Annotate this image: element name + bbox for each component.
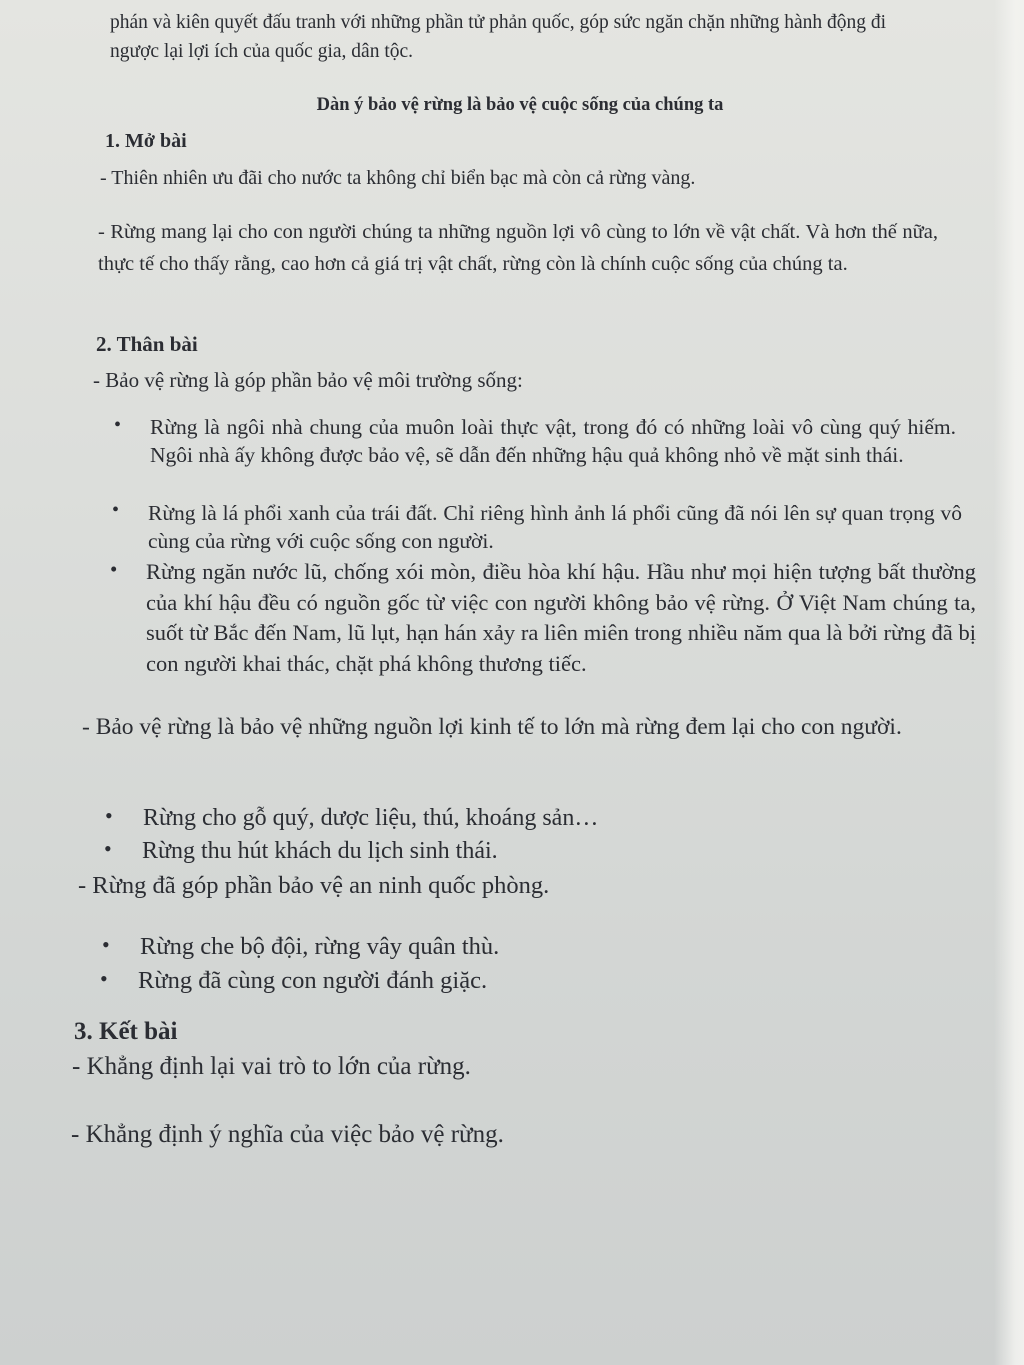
section-3-point-1: - Khẳng định lại vai trò to lớn của rừng. xyxy=(72,1053,471,1080)
section-2-c-bullet-2 xyxy=(100,966,900,998)
section-2-point-a: - Bảo vệ rừng là góp phần bảo vệ môi trường sống: xyxy=(93,368,523,392)
section-1-heading: 1. Mở bài xyxy=(105,130,187,152)
bullet-text: Rừng thu hút khách du lịch sinh thái. xyxy=(142,838,498,864)
bullet-text: Rừng là lá phổi xanh của trái đất. Chỉ riêng hình ảnh lá phổi cũng đã nói lên sự quan trọng vô cùng của rừng với cuộc sống con người. xyxy=(148,501,962,553)
bullet-text: Rừng cho gỗ quý, dược liệu, thú, khoáng sản… xyxy=(143,805,599,831)
bullet-text: Rừng che bộ đội, rừng vây quân thù. xyxy=(140,933,500,960)
section-2-a-bullet-2 xyxy=(112,499,962,555)
section-3-heading: 3. Kết bài xyxy=(74,1018,178,1045)
bullet-dot-icon: • xyxy=(102,932,110,957)
section-3-point-2: - Khẳng định ý nghĩa của việc bảo vệ rừng. xyxy=(71,1121,504,1148)
intro-paragraph: phán và kiên quyết đấu tranh với những phần tử phản quốc, góp sức ngăn chặn những hành động đi ngược lại lợi ích của quốc gia, dân tộc. xyxy=(110,12,887,62)
bullet-dot-icon: • xyxy=(112,499,120,521)
bullet-text: Rừng là ngôi nhà chung của muôn loài thực vật, trong đó có những loài vô cùng quý hiếm. Ngôi nhà ấy không được bảo vệ, sẽ dẫn đến những hậu quả không nhỏ về mặt sinh thái. xyxy=(150,415,956,467)
section-1-point-1: - Thiên nhiên ưu đãi cho nước ta không chỉ biển bạc mà còn cả rừng vàng. xyxy=(100,167,696,189)
section-2-b-bullet-1 xyxy=(105,803,905,835)
section-2-heading: 2. Thân bài xyxy=(96,332,198,356)
section-2-a-bullet-3 xyxy=(110,557,980,712)
document-title: Dàn ý bảo vệ rừng là bảo vệ cuộc sống của chúng ta xyxy=(316,95,724,115)
section-2-b-bullet-2 xyxy=(104,836,904,868)
bullet-dot-icon: • xyxy=(110,557,118,581)
section-1-point-2: - Rừng mang lại cho con người chúng ta những nguồn lợi vô cùng to lớn về vật chất. Và hơn thế nữa, thực tế cho thấy rằng, cao hơn cả giá trị vật chất, rừng còn là chính cuộc sống của chúng ta. xyxy=(98,221,938,275)
section-2-c-bullet-1 xyxy=(102,932,902,964)
section-2-a-bullet-1 xyxy=(114,414,964,498)
bullet-text: Rừng ngăn nước lũ, chống xói mòn, điều hòa khí hậu. Hầu như mọi hiện tượng bất thường của khí hậu đều có nguồn gốc từ việc con người không bảo vệ rừng. Ở Việt Nam chúng ta, suốt từ Bắc đến Nam, lũ lụt, hạn hán xảy ra liên miên trong nhiều năm qua là bởi rừng đã bị con người khai thác, chặt phá không thương tiếc. xyxy=(146,559,976,676)
section-2-point-c: - Rừng đã góp phần bảo vệ an ninh quốc phòng. xyxy=(78,872,550,899)
bullet-text: Rừng đã cùng con người đánh giặc. xyxy=(138,967,488,994)
bullet-dot-icon: • xyxy=(100,966,108,991)
bullet-dot-icon: • xyxy=(105,803,113,828)
page-edge-highlight xyxy=(994,0,1024,1365)
bullet-dot-icon: • xyxy=(114,414,122,436)
bullet-dot-icon: • xyxy=(104,836,112,861)
section-2-point-b: - Bảo vệ rừng là bảo vệ những nguồn lợi kinh tế to lớn mà rừng đem lại cho con người. xyxy=(82,714,902,740)
